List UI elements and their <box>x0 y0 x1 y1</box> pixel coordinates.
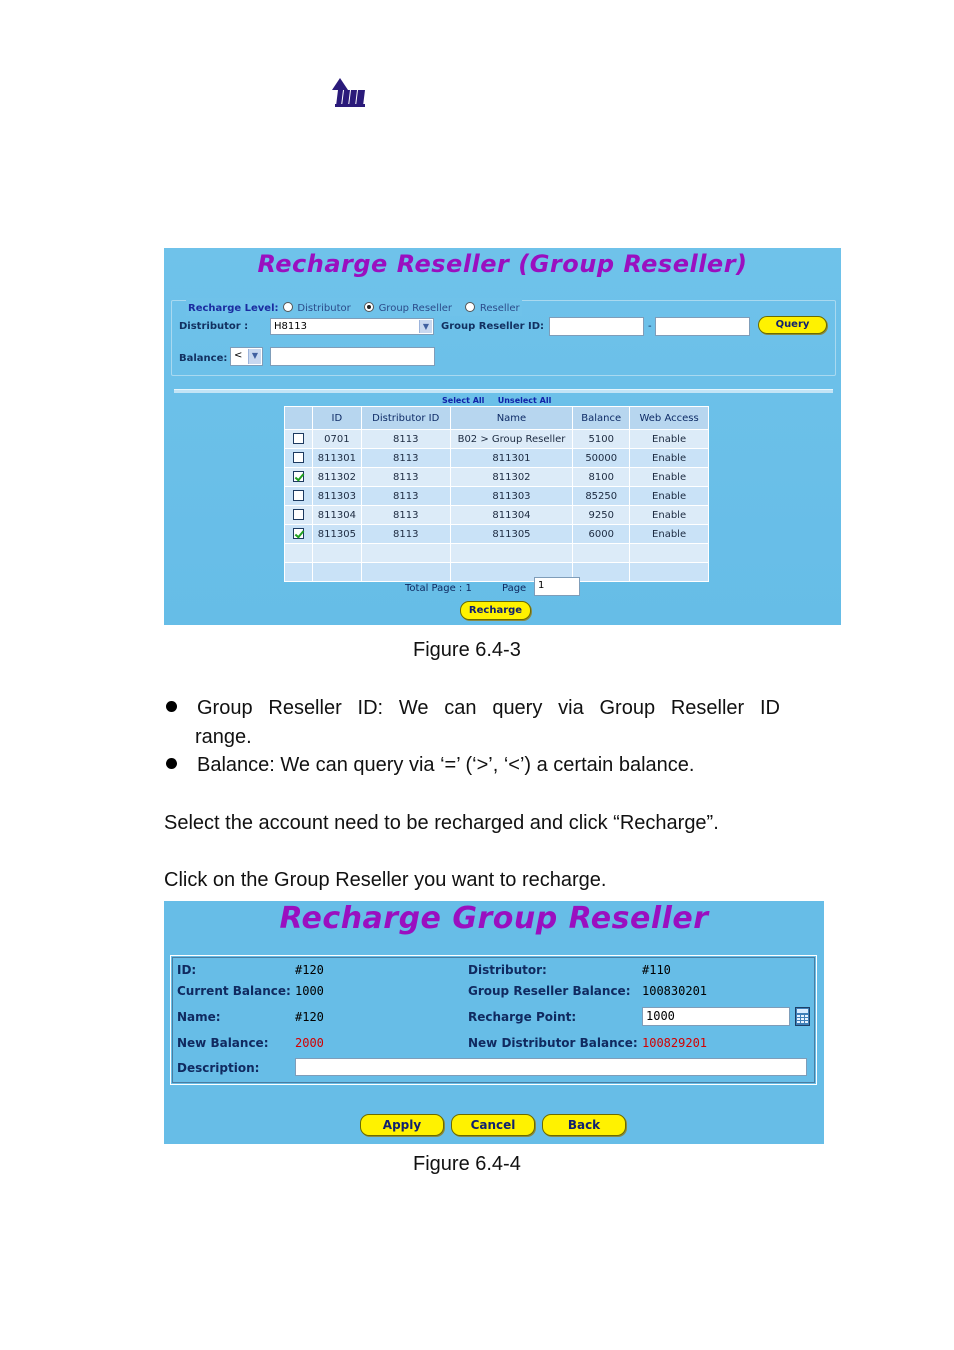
table-row[interactable] <box>285 525 709 544</box>
cell-name[interactable]: 811303 <box>450 487 573 506</box>
cell-id: 811305 <box>312 525 361 544</box>
balance-label: Balance: <box>179 353 228 364</box>
bullet-icon <box>166 758 177 769</box>
cell-balance: 5100 <box>573 430 630 449</box>
cell-name[interactable]: 811301 <box>450 449 573 468</box>
cell-balance: 8100 <box>573 468 630 487</box>
name-label: Name: <box>177 1010 221 1024</box>
column-header-id[interactable]: ID <box>312 407 361 430</box>
radio-group-reseller-label: Group Reseller <box>378 303 453 314</box>
apply-button[interactable]: Apply <box>360 1114 444 1136</box>
column-header-name[interactable]: Name <box>450 407 573 430</box>
distributor-label: Distributor: <box>468 963 547 977</box>
column-header-distributor-id[interactable]: Distributor ID <box>361 407 450 430</box>
description-label: Description: <box>177 1061 260 1075</box>
bullet-text-1-continued: range. <box>195 726 252 748</box>
current-balance-label: Current Balance: <box>177 984 291 998</box>
table-row-empty <box>285 544 709 563</box>
cell-distributor-id: 8113 <box>361 525 450 544</box>
row-checkbox[interactable] <box>293 509 304 520</box>
group-reseller-balance-value: 100830201 <box>642 984 708 998</box>
checkbox-column-header <box>285 407 313 430</box>
balance-operator-select[interactable] <box>230 347 263 366</box>
cell-id: 0701 <box>312 430 361 449</box>
figure-title: Recharge Group Reseller <box>279 901 709 936</box>
figure-title: Recharge Reseller (Group Reseller) <box>257 250 748 278</box>
query-fieldset <box>171 300 836 376</box>
radio-reseller-label: Reseller <box>479 303 520 314</box>
balance-input[interactable] <box>270 347 435 366</box>
name-value: #120 <box>295 1010 324 1024</box>
recharge-level-label: Recharge Level: <box>188 303 279 314</box>
recharge-point-label: Recharge Point: <box>468 1010 577 1024</box>
recharge-group-reseller-figure <box>164 901 824 1144</box>
group-reseller-id-label: Group Reseller ID: <box>441 321 545 332</box>
row-checkbox[interactable] <box>293 528 304 539</box>
cell-name[interactable]: 811305 <box>450 525 573 544</box>
calculator-icon[interactable] <box>795 1007 810 1026</box>
cell-distributor-id: 8113 <box>361 449 450 468</box>
figure-caption-1: Figure 6.4-3 <box>413 639 521 661</box>
recharge-point-input[interactable]: 1000 <box>642 1007 790 1026</box>
table-row[interactable] <box>285 506 709 525</box>
cell-web-access: Enable <box>630 430 709 449</box>
page-input[interactable]: 1 <box>534 577 580 596</box>
group-reseller-id-from-input[interactable] <box>549 317 644 336</box>
cell-balance: 6000 <box>573 525 630 544</box>
cell-web-access: Enable <box>630 487 709 506</box>
unselect-all-link[interactable]: Unselect All <box>497 396 552 405</box>
cell-id: 811303 <box>312 487 361 506</box>
cell-distributor-id: 8113 <box>361 468 450 487</box>
cell-name[interactable]: 811304 <box>450 506 573 525</box>
radio-icon[interactable] <box>283 302 293 312</box>
cell-id: 811302 <box>312 468 361 487</box>
chevron-down-icon[interactable]: ▼ <box>419 320 432 333</box>
current-balance-value: 1000 <box>295 984 324 998</box>
table-row[interactable] <box>285 487 709 506</box>
cell-name[interactable]: 811302 <box>450 468 573 487</box>
cell-id: 811304 <box>312 506 361 525</box>
radio-distributor[interactable] <box>283 298 355 315</box>
new-balance-value: 2000 <box>295 1036 324 1050</box>
row-checkbox[interactable] <box>293 452 304 463</box>
cell-balance: 9250 <box>573 506 630 525</box>
bullet-text-2: Balance: We can query via ‘=’ (‘>’, ‘<’) a certain balance. <box>197 754 695 776</box>
row-checkbox[interactable] <box>293 433 304 444</box>
select-all-link[interactable]: Select All <box>442 396 485 405</box>
figure-caption-2: Figure 6.4-4 <box>413 1153 521 1175</box>
new-distributor-balance-value: 100829201 <box>642 1036 708 1050</box>
table-row[interactable] <box>285 468 709 487</box>
cell-balance: 85250 <box>573 487 630 506</box>
radio-reseller[interactable] <box>465 298 519 315</box>
recharge-button[interactable]: Recharge <box>460 601 531 620</box>
cell-distributor-id: 8113 <box>361 487 450 506</box>
table-row[interactable] <box>285 430 709 449</box>
table-header-row <box>285 407 709 430</box>
range-separator: - <box>648 321 652 332</box>
new-balance-label: New Balance: <box>177 1036 269 1050</box>
table-row-empty <box>285 563 709 582</box>
cell-web-access: Enable <box>630 506 709 525</box>
balance-operator-value: < <box>234 350 243 361</box>
group-reseller-balance-label: Group Reseller Balance: <box>468 984 631 998</box>
cell-name[interactable]: B02 > Group Reseller <box>450 430 573 449</box>
radio-distributor-label: Distributor <box>297 303 351 314</box>
cancel-button[interactable]: Cancel <box>451 1114 535 1136</box>
recharge-reseller-figure <box>164 248 841 625</box>
bullet-icon <box>166 701 177 712</box>
recharge-details-panel <box>170 955 817 1085</box>
cell-id: 811301 <box>312 449 361 468</box>
paragraph-select-account: Select the account need to be recharged and click “Recharge”. <box>164 812 719 834</box>
group-reseller-id-to-input[interactable] <box>655 317 750 336</box>
company-logo <box>330 76 370 110</box>
paragraph-click-group-reseller: Click on the Group Reseller you want to recharge. <box>164 869 607 891</box>
radio-icon[interactable] <box>364 302 374 312</box>
description-input[interactable] <box>295 1058 807 1076</box>
new-distributor-balance-label: New Distributor Balance: <box>468 1036 638 1050</box>
radio-icon[interactable] <box>465 302 475 312</box>
back-button[interactable]: Back <box>542 1114 626 1136</box>
cell-distributor-id: 8113 <box>361 430 450 449</box>
cell-web-access: Enable <box>630 449 709 468</box>
distributor-label: Distributor : <box>179 321 249 332</box>
id-value: #120 <box>295 963 324 977</box>
cell-web-access: Enable <box>630 468 709 487</box>
distributor-value: #110 <box>642 963 671 977</box>
query-button[interactable]: Query <box>758 316 827 334</box>
bullet-text-1: Group Reseller ID: We can query via Group Reseller ID <box>197 697 780 719</box>
row-checkbox[interactable] <box>293 471 304 482</box>
page-label: Page <box>502 583 527 594</box>
cell-balance: 50000 <box>573 449 630 468</box>
chevron-down-icon[interactable]: ▼ <box>248 349 261 364</box>
row-checkbox[interactable] <box>293 490 304 501</box>
cell-distributor-id: 8113 <box>361 506 450 525</box>
column-header-balance[interactable]: Balance <box>573 407 630 430</box>
recharge-level-row <box>186 298 522 316</box>
table-row[interactable] <box>285 449 709 468</box>
total-page-text: Total Page : 1 <box>405 583 472 594</box>
distributor-value: H8113 <box>274 321 307 332</box>
group-reseller-table <box>284 406 709 582</box>
radio-group-reseller[interactable] <box>364 298 456 315</box>
distributor-select[interactable] <box>270 318 434 335</box>
id-label: ID: <box>177 963 197 977</box>
cell-web-access: Enable <box>630 525 709 544</box>
column-header-web-access[interactable]: Web Access <box>630 407 709 430</box>
